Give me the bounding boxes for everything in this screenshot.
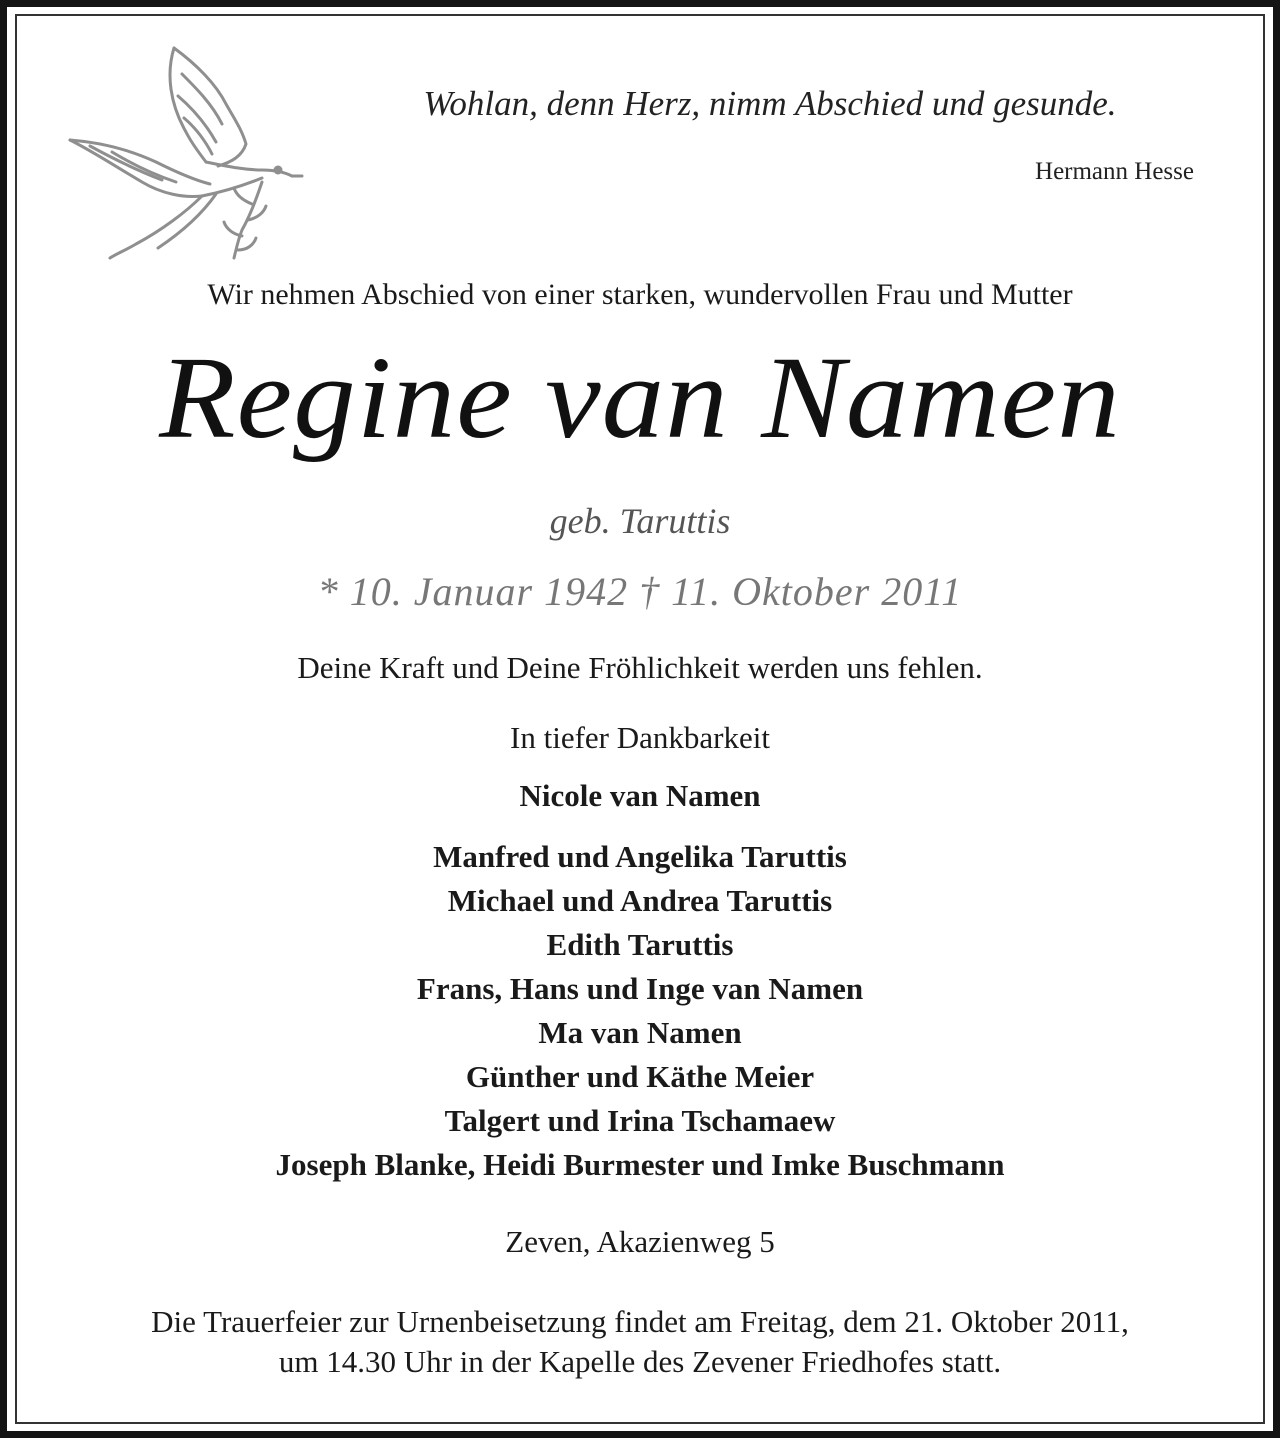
signer-name: Nicole van Namen	[519, 778, 761, 813]
signer-name: Ma van Namen	[538, 1015, 742, 1050]
dove-icon	[66, 44, 306, 264]
deceased-name: Regine van Namen	[159, 332, 1121, 463]
ceremony-line: Die Trauerfeier zur Urnenbeisetzung findet am Freitag, dem 21. Oktober 2011,	[151, 1304, 1129, 1339]
maiden-name: geb. Taruttis	[549, 501, 731, 541]
life-dates: * 10. Januar 1942 † 11. Oktober 2011	[317, 569, 963, 614]
ceremony-info	[20, 1302, 1260, 1382]
signer-name: Frans, Hans und Inge van Namen	[416, 971, 864, 1006]
message-text: Deine Kraft und Deine Fröhlichkeit werden uns fehlen.	[297, 650, 983, 685]
signer-name: Joseph Blanke, Heidi Burmester und Imke Buschmann	[275, 1147, 1005, 1182]
signer-name: Michael und Andrea Taruttis	[447, 883, 833, 918]
signer-name: Günther und Käthe Meier	[465, 1059, 815, 1094]
ceremony-line: um 14.30 Uhr in der Kapelle des Zevener Friedhofes statt.	[278, 1344, 1002, 1379]
intro-text: Wir nehmen Abschied von einer starken, wundervollen Frau und Mutter	[207, 278, 1073, 311]
signer-name: Edith Taruttis	[546, 927, 734, 962]
quote-text: Wohlan, denn Herz, nimm Abschied und gesunde.	[423, 84, 1117, 123]
signer-name: Talgert und Irina Tschamaew	[444, 1103, 836, 1138]
signers-list	[20, 835, 1260, 1187]
address-text: Zeven, Akazienweg 5	[505, 1224, 775, 1259]
closing-text: In tiefer Dankbarkeit	[510, 720, 770, 755]
quote-author: Hermann Hesse	[1035, 158, 1194, 185]
signer-name: Manfred und Angelika Taruttis	[433, 839, 847, 874]
